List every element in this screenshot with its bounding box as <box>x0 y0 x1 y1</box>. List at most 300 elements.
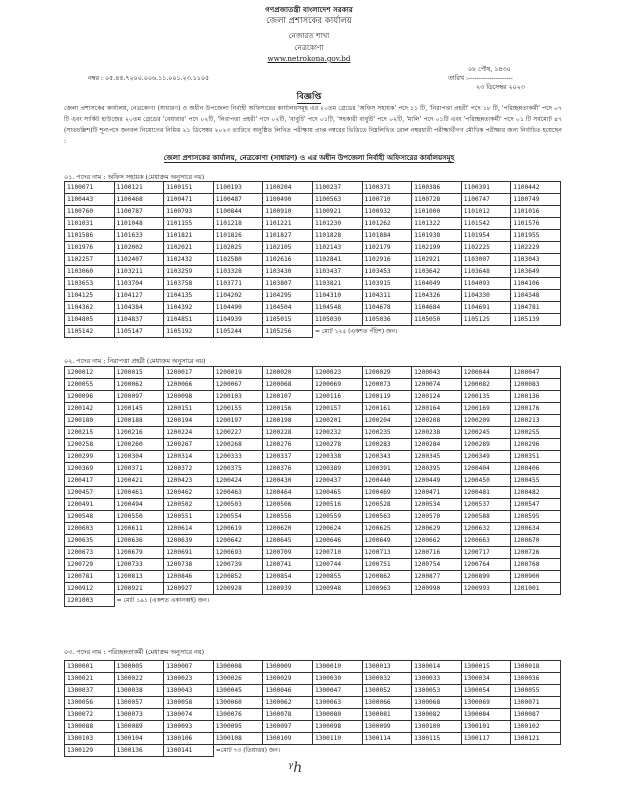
roll-cell: 1200161 <box>362 403 412 415</box>
table-row <box>65 673 561 685</box>
roll-cell: 1200662 <box>412 535 462 547</box>
total-count: = মোট ১৯১ (একশত একানব্বই) জন। <box>116 597 209 605</box>
roll-cell: 1300069 <box>461 697 511 709</box>
roll-cell: 1104106 <box>511 278 561 290</box>
roll-cell: 1200570 <box>412 511 462 523</box>
roll-cell: 1200449 <box>412 475 462 487</box>
roll-cell: 1104135 <box>164 290 214 302</box>
roll-cell: 1300088 <box>65 721 115 733</box>
memo-number: নম্বর : ০৫.৪৫.৭২০০.০০৬.১১.০০১.২৩.১১০৫ <box>88 75 210 82</box>
branch-name: নেজারত শাখা <box>288 31 330 40</box>
roll-cell: 1104490 <box>213 302 263 314</box>
roll-cell: 1103642 <box>412 266 462 278</box>
roll-cell: 1200124 <box>412 391 462 403</box>
roll-cell: 1100787 <box>114 206 164 218</box>
roll-cell: 1200345 <box>412 451 462 463</box>
table-row <box>65 379 561 391</box>
roll-cell: 1200939 <box>263 583 313 595</box>
roll-cell: 1200157 <box>312 403 362 415</box>
roll-cell: 1200854 <box>263 571 313 583</box>
roll-cell: 1103758 <box>164 278 214 290</box>
roll-cell: 1200198 <box>263 415 313 427</box>
roll-cell: 1200670 <box>511 535 561 547</box>
roll-cell: 1104851 <box>164 314 214 326</box>
roll-cell: 1300108 <box>213 733 263 745</box>
roll-cell: 1300103 <box>65 733 115 745</box>
roll-cell: 1300043 <box>164 685 214 697</box>
table-row <box>65 314 561 326</box>
roll-cell: 1200603 <box>65 523 115 535</box>
roll-cell: 1200395 <box>412 463 462 475</box>
roll-cell: 1102025 <box>213 242 263 254</box>
roll-cell: 1200642 <box>213 535 263 547</box>
roll-cell: 1102229 <box>511 242 561 254</box>
roll-cell: 1200716 <box>412 547 462 559</box>
notice-title: বিজ্ঞপ্তি <box>296 92 322 102</box>
roll-cell: 1101633 <box>114 230 164 242</box>
table-row <box>65 427 561 439</box>
roll-cell: 1200464 <box>263 487 313 499</box>
total-count: = মোট ১২৫ (একশত পঁচিশ) জন। <box>314 328 398 336</box>
roll-cell: 1300066 <box>362 697 412 709</box>
roll-cell: 1200215 <box>65 427 115 439</box>
roll-cell: 1103453 <box>362 266 412 278</box>
roll-cell: 1200304 <box>114 451 164 463</box>
section-title: ০১. পদের নাম : অফিস সহায়ক (মেধাক্রম অনুসারে নয়) <box>64 173 205 181</box>
roll-cell: 1200201 <box>312 415 362 427</box>
roll-cell: 1200726 <box>511 547 561 559</box>
roll-cell: 1200135 <box>461 391 511 403</box>
table-row <box>65 182 561 194</box>
roll-cell: 1300072 <box>65 709 115 721</box>
roll-cell: 1101262 <box>362 218 412 230</box>
roll-cell: 1200846 <box>164 571 214 583</box>
roll-cell: 1105139 <box>511 314 561 326</box>
roll-cell: 1300036 <box>511 673 561 685</box>
roll-cell: 1200503 <box>213 499 263 511</box>
table-row <box>65 463 561 475</box>
roll-cell: 1300009 <box>263 661 313 673</box>
roll-cell: 1300057 <box>114 697 164 709</box>
roll-cell: 1100204 <box>263 182 313 194</box>
roll-cell: 1200548 <box>65 511 115 523</box>
roll-cell: 1104384 <box>114 302 164 314</box>
roll-cell: 1300129 <box>65 745 115 757</box>
roll-cell: 1300084 <box>461 709 511 721</box>
roll-cell: 1200912 <box>65 583 115 595</box>
roll-cell: 1200461 <box>114 487 164 499</box>
roll-cell: 1300045 <box>213 685 263 697</box>
roll-cell: 1300015 <box>461 661 511 673</box>
roll-cell: 1200611 <box>114 523 164 535</box>
roll-cell: 1200276 <box>263 439 313 451</box>
roll-cell: 1201001 <box>511 583 561 595</box>
roll-cell: 1200649 <box>362 535 412 547</box>
roll-cell: 1300001 <box>65 661 115 673</box>
roll-cell: 1200343 <box>362 451 412 463</box>
roll-cell: 1200314 <box>164 451 214 463</box>
roll-cell: 1102407 <box>114 254 164 266</box>
roll-cell: 1200471 <box>412 487 462 499</box>
table-row <box>65 230 561 242</box>
roll-cell: 1200855 <box>312 571 362 583</box>
table-row <box>65 595 561 607</box>
roll-cell: 1100151 <box>164 182 214 194</box>
table-row <box>65 661 561 673</box>
table-row <box>65 547 561 559</box>
roll-cell: 1101542 <box>461 218 511 230</box>
roll-cell: 1200017 <box>164 367 214 379</box>
roll-cell: 1104781 <box>511 302 561 314</box>
roll-cell: 1200369 <box>65 463 115 475</box>
roll-cell: 1102002 <box>114 242 164 254</box>
roll-cell: 1100391 <box>461 182 511 194</box>
table-row <box>65 206 561 218</box>
roll-cell: 1200877 <box>412 571 462 583</box>
roll-cell: 1104311 <box>362 290 412 302</box>
roll-cell: 1200437 <box>312 475 362 487</box>
roll-cell: 1100749 <box>511 194 561 206</box>
roll-cell: 1200289 <box>461 439 511 451</box>
roll-cell: 1100471 <box>164 194 214 206</box>
roll-cell: 1300062 <box>263 697 313 709</box>
roll-cell: 1105050 <box>412 314 462 326</box>
roll-cell: 1300047 <box>312 685 362 697</box>
roll-cell: 1200457 <box>65 487 115 499</box>
roll-cell: 1300100 <box>412 721 462 733</box>
roll-cell: 1200283 <box>362 439 412 451</box>
roll-cell: 1103821 <box>312 278 362 290</box>
roll-cell: 1104310 <box>312 290 362 302</box>
roll-cell: 1200029 <box>362 367 412 379</box>
roll-cell: 1200646 <box>312 535 362 547</box>
roll-cell: 1300023 <box>164 673 214 685</box>
roll-cell: 1200729 <box>65 559 115 571</box>
roll-cell: 1104093 <box>461 278 511 290</box>
roll-cell: 1101230 <box>312 218 362 230</box>
roll-cell: 1200588 <box>461 511 511 523</box>
roll-cell: 1200534 <box>412 499 462 511</box>
roll-cell: 1200563 <box>362 511 412 523</box>
roll-cell: 1200067 <box>213 379 263 391</box>
roll-cell: 1200372 <box>164 463 214 475</box>
website-link[interactable]: www.netrokona.gov.bd <box>267 54 351 63</box>
roll-cell: 1200107 <box>263 391 313 403</box>
roll-cell: 1200693 <box>213 547 263 559</box>
roll-cell: 1200012 <box>65 367 115 379</box>
roll-cell: 1300117 <box>461 733 511 745</box>
roll-cell: 1300063 <box>312 697 362 709</box>
roll-cell: 1200062 <box>114 379 164 391</box>
roll-cell: 1200232 <box>312 427 362 439</box>
roll-cell: 1105147 <box>114 326 164 338</box>
table-row <box>65 487 561 499</box>
table-row <box>65 475 561 487</box>
table-row <box>65 499 561 511</box>
roll-cell: 1103259 <box>164 266 214 278</box>
roll-cell: 1100371 <box>362 182 412 194</box>
notice-subheading: জেলা প্রশাসকের কার্যালয়, নেত্রকোণা (সাধারণ) ও এর অধীন উপজেলা নির্বাহী অফিসারের কার্যালয়সমূহ <box>163 153 455 162</box>
roll-cell: 1103060 <box>65 266 115 278</box>
table-row <box>65 697 561 709</box>
roll-cell: 1300046 <box>263 685 313 697</box>
roll-cell: 1200547 <box>511 499 561 511</box>
roll-cell: 1300055 <box>511 685 561 697</box>
roll-cell: 1200813 <box>114 571 164 583</box>
roll-cell: 1103771 <box>213 278 263 290</box>
roll-cell: 1103211 <box>114 266 164 278</box>
roll-cell: 1103704 <box>114 278 164 290</box>
roll-cell: 1200164 <box>412 403 462 415</box>
table-row <box>65 721 561 733</box>
roll-cell: 1200391 <box>362 463 412 475</box>
govt-title: গণপ্রজাতন্ত্রী বাংলাদেশ সরকার <box>265 5 353 14</box>
roll-cell: 1104548 <box>312 302 362 314</box>
table-row <box>65 745 561 757</box>
roll-cell: 1103649 <box>511 266 561 278</box>
roll-cell: 1105015 <box>263 314 313 326</box>
roll-cell: 1200862 <box>362 571 412 583</box>
roll-cell: 1200258 <box>65 439 115 451</box>
roll-cell: 1200337 <box>263 451 313 463</box>
roll-cell: 1101821 <box>164 230 214 242</box>
roll-cell: 1200528 <box>362 499 412 511</box>
roll-cell: 1200043 <box>412 367 462 379</box>
roll-cell: 1200551 <box>164 511 214 523</box>
roll-cell: 1200389 <box>312 463 362 475</box>
roll-cell: 1104837 <box>114 314 164 326</box>
roll-cell: 1200506 <box>263 499 313 511</box>
table-row <box>65 326 561 338</box>
table-row <box>65 403 561 415</box>
roll-cell: 1101576 <box>511 218 561 230</box>
roll-cell: 1101221 <box>263 218 313 230</box>
roll-cell: 1101048 <box>114 218 164 230</box>
roll-cell: 1104392 <box>164 302 214 314</box>
section-title: ০৩. পদের নাম : পরিচ্ছন্নতাকর্মী (মেধাক্রম অনুসারে নয়) <box>64 648 205 656</box>
roll-cell: 1100910 <box>263 206 313 218</box>
section-title: ০২. পদের নাম : নিরাপত্তা প্রহরী (মেধাক্রম অনুসারে নয়) <box>64 357 206 365</box>
roll-cell: 1300053 <box>412 685 462 697</box>
roll-cell: 1200744 <box>312 559 362 571</box>
roll-cell: 1300106 <box>164 733 214 745</box>
roll-cell: 1200136 <box>511 391 561 403</box>
roll-table <box>64 660 561 757</box>
roll-cell: 1200900 <box>511 571 561 583</box>
roll-cell: 1200424 <box>213 475 263 487</box>
roll-cell: 1200482 <box>511 487 561 499</box>
roll-cell: 1100443 <box>65 194 115 206</box>
roll-cell: 1200465 <box>312 487 362 499</box>
table-row <box>65 242 561 254</box>
roll-cell: 1103807 <box>263 278 313 290</box>
roll-cell: 1103915 <box>362 278 412 290</box>
roll-cell: 1200197 <box>213 415 263 427</box>
roll-cell: 1200227 <box>213 427 263 439</box>
roll-cell: 1200238 <box>412 427 462 439</box>
roll-cell: 1100442 <box>511 182 561 194</box>
office-name: জেলা প্রশাসকের কার্যালয় <box>266 16 352 26</box>
roll-cell: 1101218 <box>213 218 263 230</box>
roll-cell: 1200023 <box>312 367 362 379</box>
roll-cell: 1200629 <box>412 523 462 535</box>
table-row <box>65 709 561 721</box>
roll-cell: 1102143 <box>312 242 362 254</box>
table-row <box>65 535 561 547</box>
roll-cell: 1103328 <box>213 266 263 278</box>
roll-cell: 1105036 <box>362 314 412 326</box>
table-row <box>65 523 561 535</box>
roll-cell: 1200636 <box>114 535 164 547</box>
roll-cell: 1200119 <box>362 391 412 403</box>
roll-cell: 1200083 <box>511 379 561 391</box>
roll-cell: 1200635 <box>65 535 115 547</box>
roll-cell: 1104678 <box>362 302 412 314</box>
roll-cell: 1200632 <box>461 523 511 535</box>
roll-cell: 1200404 <box>461 463 511 475</box>
roll-cell: 1200194 <box>164 415 214 427</box>
date-label: তারিখ :--------------------- <box>448 75 513 82</box>
roll-cell: 1200559 <box>312 511 362 523</box>
roll-cell: 1200278 <box>312 439 362 451</box>
roll-cell: 1200066 <box>164 379 214 391</box>
roll-cell: 1200169 <box>461 403 511 415</box>
roll-cell: 1200899 <box>461 571 511 583</box>
roll-cell: 1200180 <box>65 415 115 427</box>
roll-cell: 1200430 <box>263 475 313 487</box>
roll-cell: 1101828 <box>312 230 362 242</box>
roll-cell: 1200260 <box>114 439 164 451</box>
roll-cell: 1200116 <box>312 391 362 403</box>
roll-cell: 1200595 <box>511 511 561 523</box>
roll-cell: 1300078 <box>263 709 313 721</box>
roll-cell: 1104326 <box>412 290 462 302</box>
roll-cell: 1200055 <box>65 379 115 391</box>
table-row <box>65 415 561 427</box>
roll-cell: 1200268 <box>213 439 263 451</box>
roll-cell: 1102916 <box>362 254 412 266</box>
roll-cell: 1200852 <box>213 571 263 583</box>
roll-cell: 1104504 <box>263 302 313 314</box>
roll-cell: 1100932 <box>362 206 412 218</box>
roll-cell: 1200284 <box>412 439 462 451</box>
roll-cell: 1300033 <box>412 673 462 685</box>
roll-cell: 1200781 <box>65 571 115 583</box>
roll-cell: 1300030 <box>312 673 362 685</box>
roll-cell: 1300022 <box>114 673 164 685</box>
roll-cell: 1200216 <box>114 427 164 439</box>
roll-cell: 1200990 <box>412 583 462 595</box>
roll-cell: 1200351 <box>511 451 561 463</box>
roll-cell: 1200764 <box>461 559 511 571</box>
roll-cell: 1300109 <box>263 733 313 745</box>
roll-cell: 1100747 <box>461 194 511 206</box>
roll-cell: 1200450 <box>461 475 511 487</box>
roll-cell: 1200098 <box>164 391 214 403</box>
table-row <box>65 218 561 230</box>
roll-cell: 1200639 <box>164 535 214 547</box>
roll-cell: 1101826 <box>213 230 263 242</box>
roll-cell: 1200709 <box>263 547 313 559</box>
table-row <box>65 583 561 595</box>
signature: ᵞh <box>288 760 303 776</box>
roll-cell: 1101938 <box>412 230 462 242</box>
roll-cell: 1200624 <box>312 523 362 535</box>
roll-cell: 1300005 <box>114 661 164 673</box>
roll-cell: 1200927 <box>164 583 214 595</box>
roll-cell: 1200151 <box>164 403 214 415</box>
roll-cell: 1102841 <box>312 254 362 266</box>
roll-cell: 1100487 <box>213 194 263 206</box>
roll-cell: 1200554 <box>213 511 263 523</box>
roll-cell: 1200156 <box>263 403 313 415</box>
roll-cell: 1101000 <box>412 206 462 218</box>
roll-cell: 1102179 <box>362 242 412 254</box>
roll-cell: 1200455 <box>511 475 561 487</box>
roll-cell: 1300101 <box>461 721 511 733</box>
roll-cell: 1300104 <box>114 733 164 745</box>
roll-cell: 1300082 <box>412 709 462 721</box>
roll-cell: 1102225 <box>461 242 511 254</box>
roll-cell: 1101884 <box>362 230 412 242</box>
roll-cell: 1101016 <box>511 206 561 218</box>
table-row <box>65 194 561 206</box>
roll-cell: 1300087 <box>511 709 561 721</box>
roll-cell: 1300014 <box>412 661 462 673</box>
roll-cell: 1104805 <box>65 314 115 326</box>
roll-cell: 1200074 <box>412 379 462 391</box>
roll-cell: 1200267 <box>164 439 214 451</box>
roll-cell: 1200047 <box>511 367 561 379</box>
roll-cell: 1200213 <box>511 415 561 427</box>
table-row <box>65 559 561 571</box>
roll-cell: 1105142 <box>65 326 115 338</box>
roll-cell: 1101955 <box>511 230 561 242</box>
roll-cell: 1104362 <box>65 302 115 314</box>
roll-cell: 1200073 <box>362 379 412 391</box>
roll-cell: 1101155 <box>164 218 214 230</box>
roll-cell: 1200155 <box>213 403 263 415</box>
roll-cell: 1200691 <box>164 547 214 559</box>
roll-cell: 1105256 <box>263 326 313 338</box>
roll-cell: 1200739 <box>213 559 263 571</box>
roll-cell: 1105192 <box>164 326 214 338</box>
roll-cell: 1100844 <box>213 206 263 218</box>
roll-cell: 1104348 <box>511 290 561 302</box>
roll-cell: 1104330 <box>461 290 511 302</box>
roll-cell: 1200963 <box>362 583 412 595</box>
roll-cell: 1100237 <box>312 182 362 194</box>
roll-cell: 1300054 <box>461 685 511 697</box>
roll-cell: 1200679 <box>114 547 164 559</box>
roll-cell: 1101322 <box>412 218 462 230</box>
roll-cell: 1300021 <box>65 673 115 685</box>
table-row <box>65 733 561 745</box>
roll-cell: 1101827 <box>263 230 313 242</box>
roll-cell: 1103430 <box>263 266 313 278</box>
roll-cell: 1200255 <box>511 427 561 439</box>
roll-cell: 1300076 <box>213 709 263 721</box>
roll-cell: 1104684 <box>412 302 462 314</box>
roll-cell: 1200516 <box>312 499 362 511</box>
roll-cell: 1200406 <box>511 463 561 475</box>
roll-cell: 1102580 <box>213 254 263 266</box>
roll-cell: 1102105 <box>263 242 313 254</box>
roll-cell: 1300093 <box>164 721 214 733</box>
roll-cell: 1200228 <box>263 427 313 439</box>
roll-cell: 1300095 <box>213 721 263 733</box>
roll-cell: 1102199 <box>412 242 462 254</box>
